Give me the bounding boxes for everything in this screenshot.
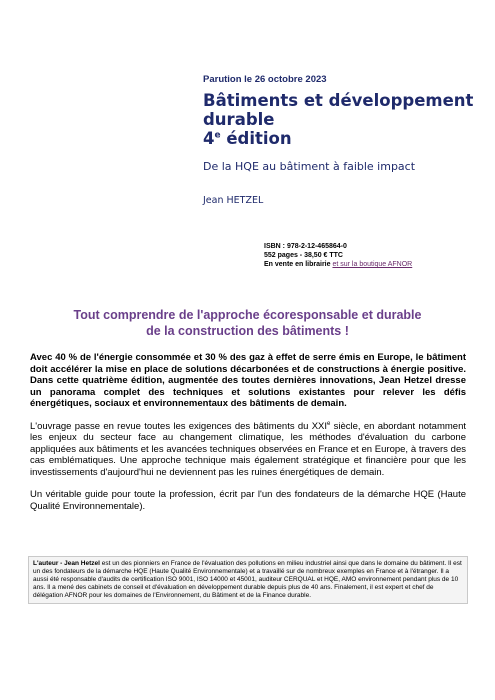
tagline-line-2: de la construction des bâtiments ! <box>146 324 349 338</box>
title-line-1: Bâtiments et développement <box>203 91 474 110</box>
availability <box>264 260 412 269</box>
author-bio-box <box>28 556 468 604</box>
book-meta <box>264 242 412 269</box>
publication-date: Parution le 26 octobre 2023 <box>203 74 327 85</box>
lead-paragraph: Avec 40 % de l'énergie consommée et 30 % des gaz à effet de serre émis en Europe, le bâtiment doit accélérer la mise en place de solutions décarbonées et de constructions à énergie positive. Dans cette quatrième édition, augmentée des toutes dernières innovations, Jean Hetzel dresse un panorama complet des techniques et solutions existantes pour relever les défis énergétiques, sociaux et environnementaux des bâtiments de demain. <box>30 352 466 409</box>
afnor-shop-link[interactable]: et sur la boutique AFNOR <box>332 261 413 268</box>
edition-suffix: e <box>214 130 221 141</box>
pages-price: 552 pages - 38,50 € TTC <box>264 252 343 259</box>
paragraph-2 <box>30 421 466 479</box>
paragraph-2-end: siècle, en abordant notamment les enjeux du secteur face au changement climatique, les méthodes d'évaluation du carbone appliquées aux bâtiments et les avancées techniques observées en France et en Europe, à travers des cas emblématiques. Une approche technique mais également stratégique et financière pour que les investissements d'aujourd'hui ne deviennent pas les ruines énergétiques de demain. <box>30 420 466 478</box>
paragraph-3: Un véritable guide pour toute la profession, écrit par l'un des fondateurs de la démarche HQE (Haute Qualité Environnementale). <box>30 489 466 512</box>
availability-text: En vente en librairie <box>264 261 333 268</box>
isbn: ISBN : 978-2-12-465864-0 <box>264 243 347 250</box>
edition-number: 4 <box>203 129 215 148</box>
bio-label: L'auteur - Jean Hetzel <box>33 560 100 567</box>
title-line-2: durable <box>203 110 275 129</box>
edition-word: édition <box>220 129 292 148</box>
bio-text: est un des pionniers en France de l'évaluation des pollutions en milieu industriel ainsi que dans le domaine du bâtiment. Il est un des fondateurs de la démarche HQE (Haute Qualité Environnementale) et a travaillé sur de nombreux exemples en France et à l'étranger. Il a aussi été responsable d'audits de certification ISO 9001, ISO 14000 et 45001, auditeur CERQUAL et HQE, AMO environnement pendant plus de 10 ans. Il a mené des cabinets de conseil et d'évaluation en développement durable depuis plus de 40 ans. Finalement, il est expert et chef de délégation AFNOR pour les domaines de l'Environnement, du Bâtiment et de la Finance durable. <box>33 560 462 599</box>
book-title <box>203 91 483 148</box>
tagline <box>30 307 465 339</box>
century-suffix: e <box>327 420 331 427</box>
book-subtitle: De la HQE au bâtiment à faible impact <box>203 160 416 173</box>
book-header <box>203 74 483 206</box>
paragraph-2-start: L'ouvrage passe en revue toutes les exigences des bâtiments du XXI <box>30 420 328 432</box>
tagline-line-1: Tout comprendre de l'approche écoresponsable et durable <box>73 308 422 322</box>
description <box>30 352 466 523</box>
book-author: Jean HETZEL <box>203 195 264 206</box>
